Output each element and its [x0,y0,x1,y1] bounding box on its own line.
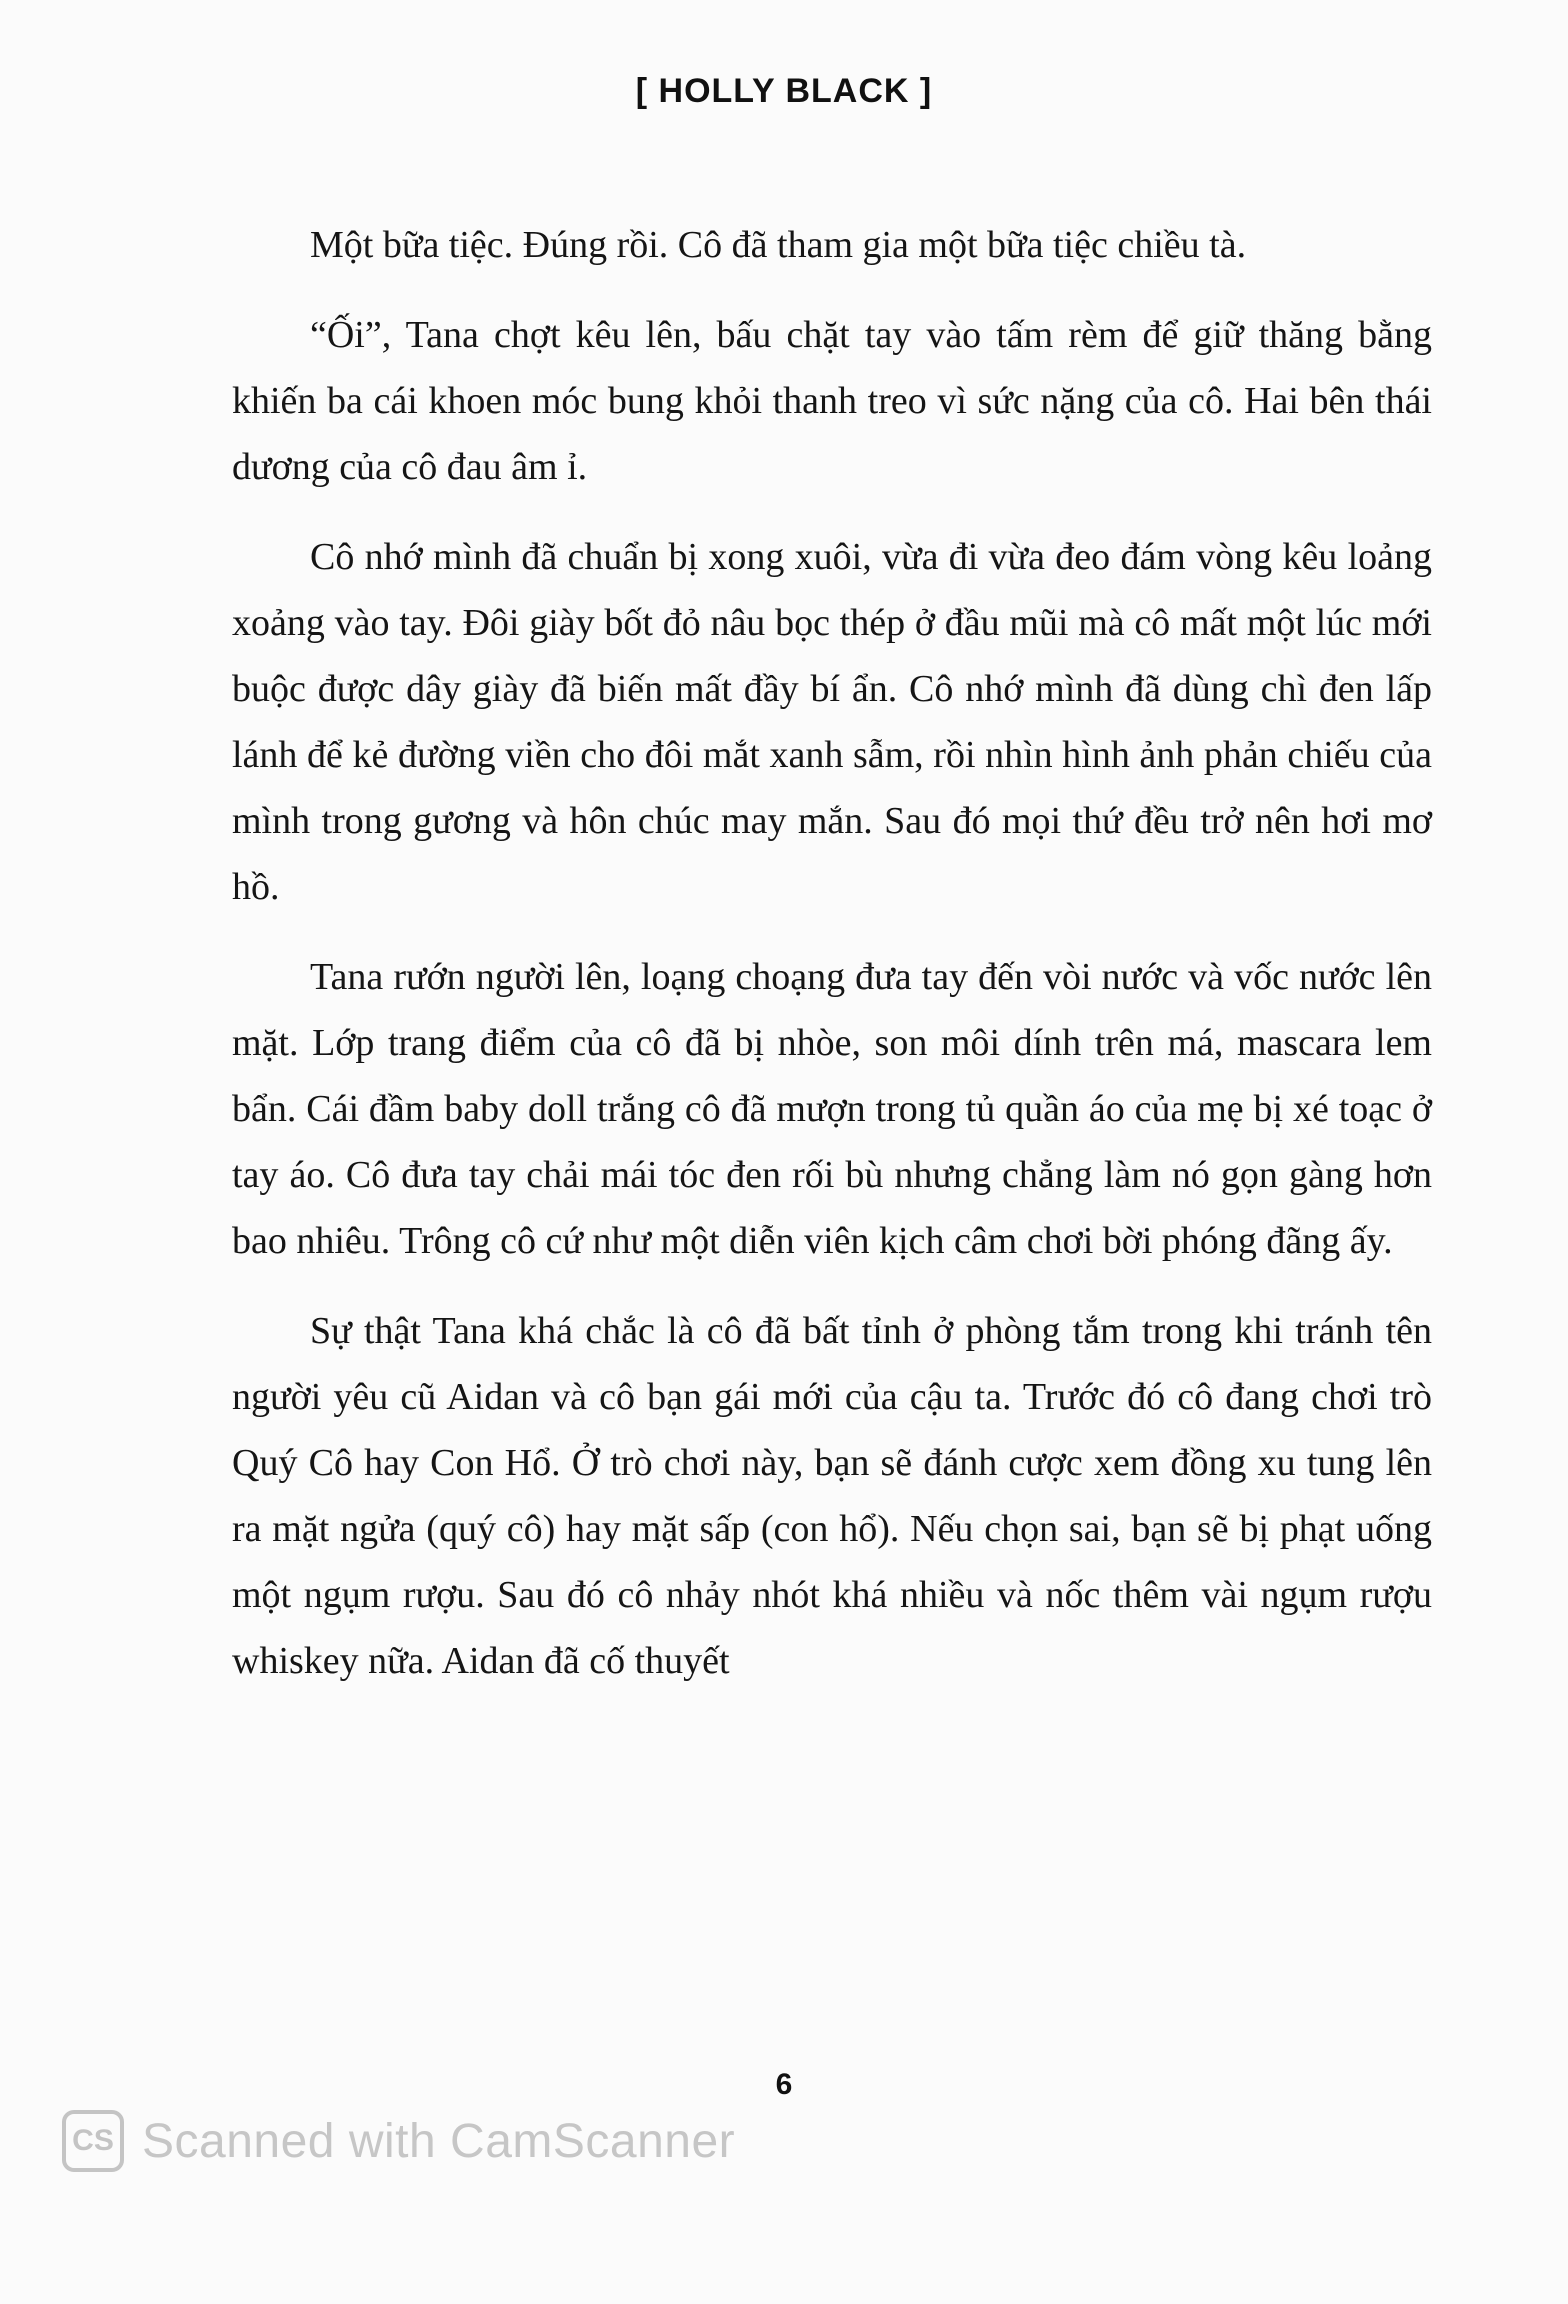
paragraph: Một bữa tiệc. Đúng rồi. Cô đã tham gia một bữa tiệc chiều tà. [310,224,1247,266]
page-number: 6 [775,2068,793,2101]
camscanner-logo-icon: CS [62,2110,124,2172]
running-header: [ HOLLY BLACK ] [635,72,933,110]
body-text [232,212,1432,1718]
camscanner-watermark [62,2110,735,2172]
paragraph: Sự thật Tana khá chắc là cô đã bất tỉnh ở phòng tắm trong khi tránh tên người yêu cũ Aidan và cô bạn gái mới của cậu ta. Trước đó cô đang chơi trò Quý Cô hay Con Hổ. Ở trò chơi này, bạn sẽ đánh cược xem đồng xu tung lên ra mặt ngửa (quý cô) hay mặt sấp (con hổ). Nếu chọn sai, bạn sẽ bị phạt uống một ngụm rượu. Sau đó cô nhảy nhót khá nhiều và nốc thêm vài ngụm rượu whiskey nữa. Aidan đã cố thuyết [232,1310,1432,1682]
watermark-text: Scanned with CamScanner [142,2114,736,2168]
paragraph: Tana rướn người lên, loạng choạng đưa tay đến vòi nước và vốc nước lên mặt. Lớp trang điểm của cô đã bị nhòe, son môi dính trên má, mascara lem bẩn. Cái đầm baby doll trắng cô đã mượn trong tủ quần áo của mẹ bị xé toạc ở tay áo. Cô đưa tay chải mái tóc đen rối bù nhưng chẳng làm nó gọn gàng hơn bao nhiêu. Trông cô cứ như một diễn viên kịch câm chơi bời phóng đãng ấy. [232,956,1432,1262]
paragraph: “Ối”, Tana chợt kêu lên, bấu chặt tay vào tấm rèm để giữ thăng bằng khiến ba cái khoen móc bung khỏi thanh treo vì sức nặng của cô. Hai bên thái dương của cô đau âm ỉ. [232,314,1432,488]
paragraph: Cô nhớ mình đã chuẩn bị xong xuôi, vừa đi vừa đeo đám vòng kêu loảng xoảng vào tay. Đôi giày bốt đỏ nâu bọc thép ở đầu mũi mà cô mất một lúc mới buộc được dây giày đã biến mất đầy bí ẩn. Cô nhớ mình đã dùng chì đen lấp lánh để kẻ đường viền cho đôi mắt xanh sẫm, rồi nhìn hình ảnh phản chiếu của mình trong gương và hôn chúc may mắn. Sau đó mọi thứ đều trở nên hơi mơ hồ. [232,536,1432,908]
